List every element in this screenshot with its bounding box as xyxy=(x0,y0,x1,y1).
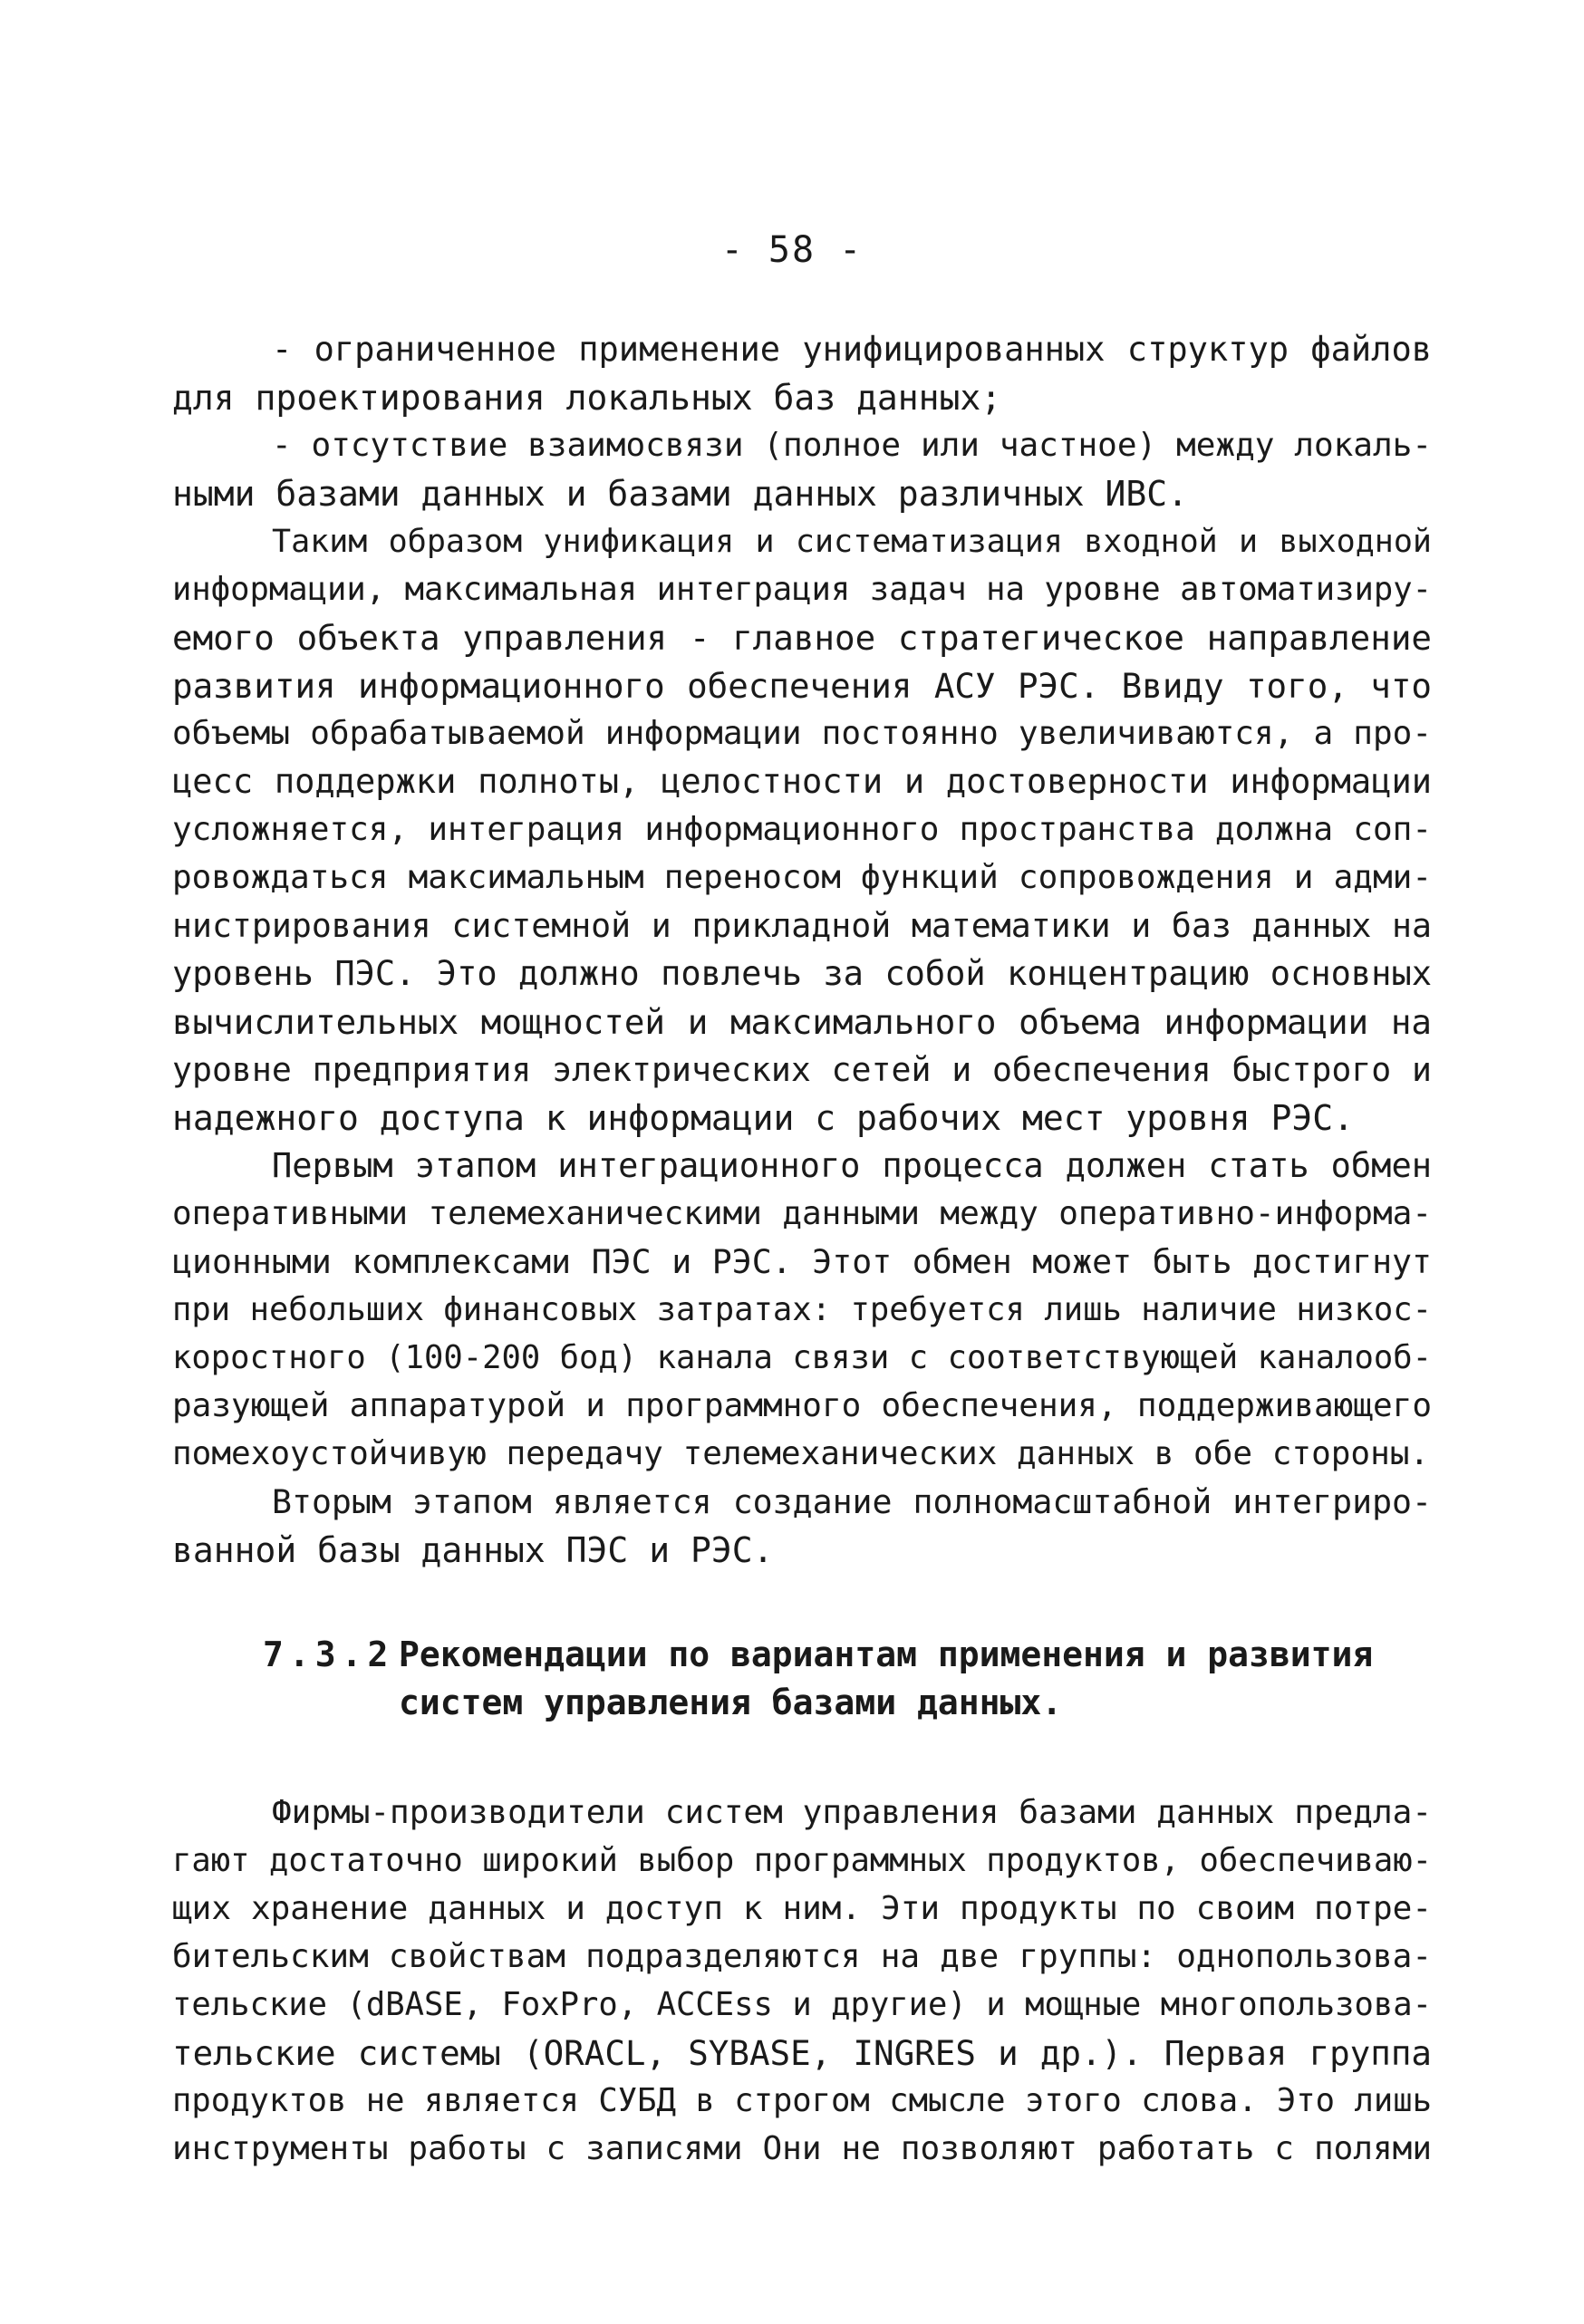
text-line: продуктов не является СУБД в строгом смысле этого слова. Это лишь xyxy=(172,2082,1432,2119)
text-line: объемы обрабатываемой информации постоянно увеличиваются, а про- xyxy=(172,715,1432,752)
text-line: уровень ПЭС. Это должно повлечь за собой концентрацию основных xyxy=(172,954,1432,993)
text-line: щих хранение данных и доступ к ним. Эти продукты по своим потре- xyxy=(172,1890,1432,1927)
text-line: ными базами данных и базами данных различных ИВС. xyxy=(172,474,1189,514)
text-line: при небольших финансовых затратах: требуется лишь наличие низкос- xyxy=(172,1291,1432,1328)
section-title: Рекомендации по вариантам применения и развития xyxy=(399,1635,1374,1674)
text-line: для проектирования локальных баз данных; xyxy=(172,378,1002,418)
section-title-continued: систем управления базами данных. xyxy=(399,1683,1063,1722)
text-line: ровождаться максимальным переносом функций сопровождения и адми- xyxy=(172,859,1432,896)
text-line: информации, максимальная интеграция задач на уровне автоматизиру- xyxy=(172,571,1432,608)
text-line: надежного доступа к информации с рабочих мест уровня РЭС. xyxy=(172,1098,1355,1138)
text-line: - отсутствие взаимосвязи (полное или частное) между локаль- xyxy=(272,427,1432,464)
text-line: ционными комплексами ПЭС и РЭС. Этот обмен может быть достигнут xyxy=(172,1242,1432,1281)
text-line: коростного (100-200 бод) канала связи с соответствующей каналооб- xyxy=(172,1339,1432,1376)
text-line: уровне предприятия электрических сетей и обеспечения быстрого и xyxy=(172,1050,1432,1089)
text-line: гают достаточно широкий выбор программных продуктов, обеспечиваю- xyxy=(172,1842,1432,1879)
text-line: ванной базы данных ПЭС и РЭС. xyxy=(172,1530,774,1570)
text-line: - ограниченное применение унифицированных структур файлов xyxy=(272,330,1432,369)
text-line: цесс поддержки полноты, целостности и достоверности информации xyxy=(172,762,1432,801)
text-line: Таким образом унификация и систематизация входной и выходной xyxy=(272,524,1432,560)
section-number: 7.3.2. xyxy=(263,1635,420,1674)
text-line: тельские (dBASE, FoxPro, ACCEss и другие) и мощные многопользова- xyxy=(172,1986,1432,2023)
text-line: вычислительных мощностей и максимального объема информации на xyxy=(172,1002,1432,1042)
text-line: Первым этапом интеграционного процесса должен стать обмен xyxy=(272,1146,1432,1185)
page-number: - 58 - xyxy=(720,229,864,271)
text-line: тельские системы (ORACL, SYBASE, INGRES и др.). Первая группа xyxy=(172,2033,1432,2073)
text-line: нистрирования системной и прикладной математики и баз данных на xyxy=(172,906,1432,945)
text-line: емого объекта управления - главное стратегическое направление xyxy=(172,618,1432,658)
text-line: Вторым этапом является создание полномасштабной интегриро- xyxy=(272,1482,1432,1521)
text-line: бительским свойствам подразделяются на две группы: однопользова- xyxy=(172,1938,1432,1975)
text-line: инструменты работы с записями Они не позволяют работать с полями xyxy=(172,2130,1432,2167)
text-line: развития информационного обеспечения АСУ РЭС. Ввиду того, что xyxy=(172,666,1432,706)
text-line: Фирмы-производители систем управления базами данных предла- xyxy=(272,1794,1432,1831)
text-line: помехоустойчивую передачу телемеханических данных в обе стороны. xyxy=(172,1435,1430,1472)
text-line: усложняется, интеграция информационного пространства должна соп- xyxy=(172,811,1432,848)
text-line: оперативными телемеханическими данными между оперативно-информа- xyxy=(172,1195,1432,1232)
text-line: разующей аппаратурой и программного обеспечения, поддерживающего xyxy=(172,1387,1432,1424)
